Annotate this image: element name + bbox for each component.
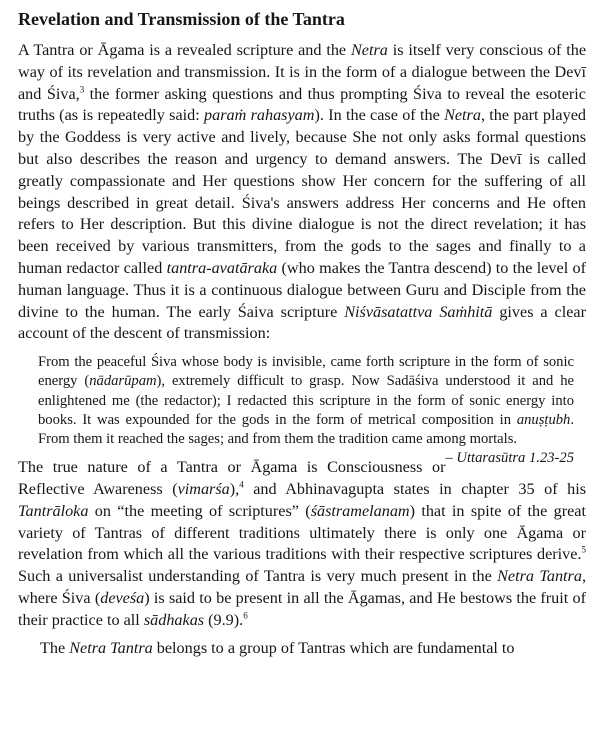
italic-term: Niśvāsatattva Saṁhitā (344, 302, 493, 321)
italic-term: paraṁ rahasyam (204, 106, 315, 125)
text-span: . From them it reached the sages; and from them the tradition came among mortals. (38, 411, 574, 447)
footnote-marker: 3 (79, 84, 85, 95)
text-span: , the part played by the Goddess is very active and lively, because She not only asks formal questions but also describes the reason and urgency to demand answers. The Devī is called greatly compassionate and Her questions show Her concern for the suffering of all beings described in great detail. Śiva's answers address Her concerns and He often refers to Her description. But this divine dialogue is not the direct revelation; it has been received by various transmitters, from the gods to the sages and finally to a human redactor called (18, 106, 586, 277)
italic-term: deveśa (100, 588, 145, 607)
block-quote (18, 353, 586, 467)
text-span: gives a clear account of the descent of transmission: (18, 302, 586, 343)
footnote-marker: 4 (239, 479, 244, 490)
text-span: is itself very conscious of the way of its revelation and transmission. It is in the form of a dialogue between the Devī and Śiva, (18, 41, 586, 103)
text-span: ). In the case of the (314, 106, 445, 125)
text-span: The (40, 638, 70, 657)
footnote-marker: 6 (243, 610, 248, 621)
paragraph-netra-group (18, 638, 586, 660)
italic-term: Tantrāloka (18, 501, 89, 520)
text-span: on “the meeting of scriptures” ( (88, 501, 311, 520)
text-span: ), extremely difficult to grasp. Now Sadāśiva understood it and he enlightened me (the redactor); I redacted this scripture in the form of sonic energy into books. It was expounded for the gods in the form of metrical composition in (38, 373, 574, 428)
text-span: A Tantra or Āgama is a revealed scripture and the (18, 41, 351, 59)
section-heading: Revelation and Transmission of the Tantra (18, 9, 345, 29)
italic-term: Netra Tantra (69, 638, 153, 657)
paragraph-revelation (18, 40, 586, 345)
italic-term: śāstramelanam (310, 501, 410, 520)
text-span: ) that in spite of the great variety of Tantras of different traditions ultimately there is only one Āgama or revelation from which all the various traditions with their respective scriptures derive. (18, 501, 586, 564)
text-span: the former asking questions and thus prompting Śiva to reveal the esoteric truths (as is repeatedly said: (18, 84, 586, 125)
text-span: belongs to a group of Tantras which are fundamental to (152, 638, 515, 657)
text-span: ) is said to be present in all the Āgamas, and He bestows the fruit of their practice to all (18, 588, 586, 629)
text-span: ), (229, 479, 240, 498)
paragraph-nature (18, 457, 586, 631)
text-span: The true nature of a Tantra or Āgama is Consciousness or Reflective Awareness ( (18, 458, 446, 498)
italic-term: Netra (350, 41, 388, 59)
italic-term: Netra (444, 106, 481, 125)
quote-source: – Uttarasūtra 1.23-25 (445, 450, 574, 467)
italic-term: tantra-avatāraka (166, 258, 278, 277)
footnote-marker: 5 (581, 544, 586, 555)
italic-term: vimarśa (177, 479, 230, 498)
text-span: From the peaceful Śiva whose body is invisible, came forth scripture in the form of sonic energy ( (38, 354, 574, 390)
text-span: and Abhinavagupta states in chapter 35 of his (243, 479, 586, 498)
italic-term: sādhakas (143, 610, 205, 629)
text-span: (9.9). (204, 610, 244, 629)
text-span: , where Śiva ( (18, 567, 586, 607)
text-span: (who makes the Tantra descend) to the level of human language. Thus it is a continuous dialogue between Guru and Disciple from the divine to the human. The early Śaiva scripture (18, 258, 586, 321)
italic-term: nādarūpam (89, 373, 157, 390)
text-span: Such a universalist understanding of Tantra is very much present in the (18, 567, 498, 586)
italic-term: anuṣṭubh (516, 411, 571, 428)
italic-term: Netra Tantra (497, 567, 582, 586)
